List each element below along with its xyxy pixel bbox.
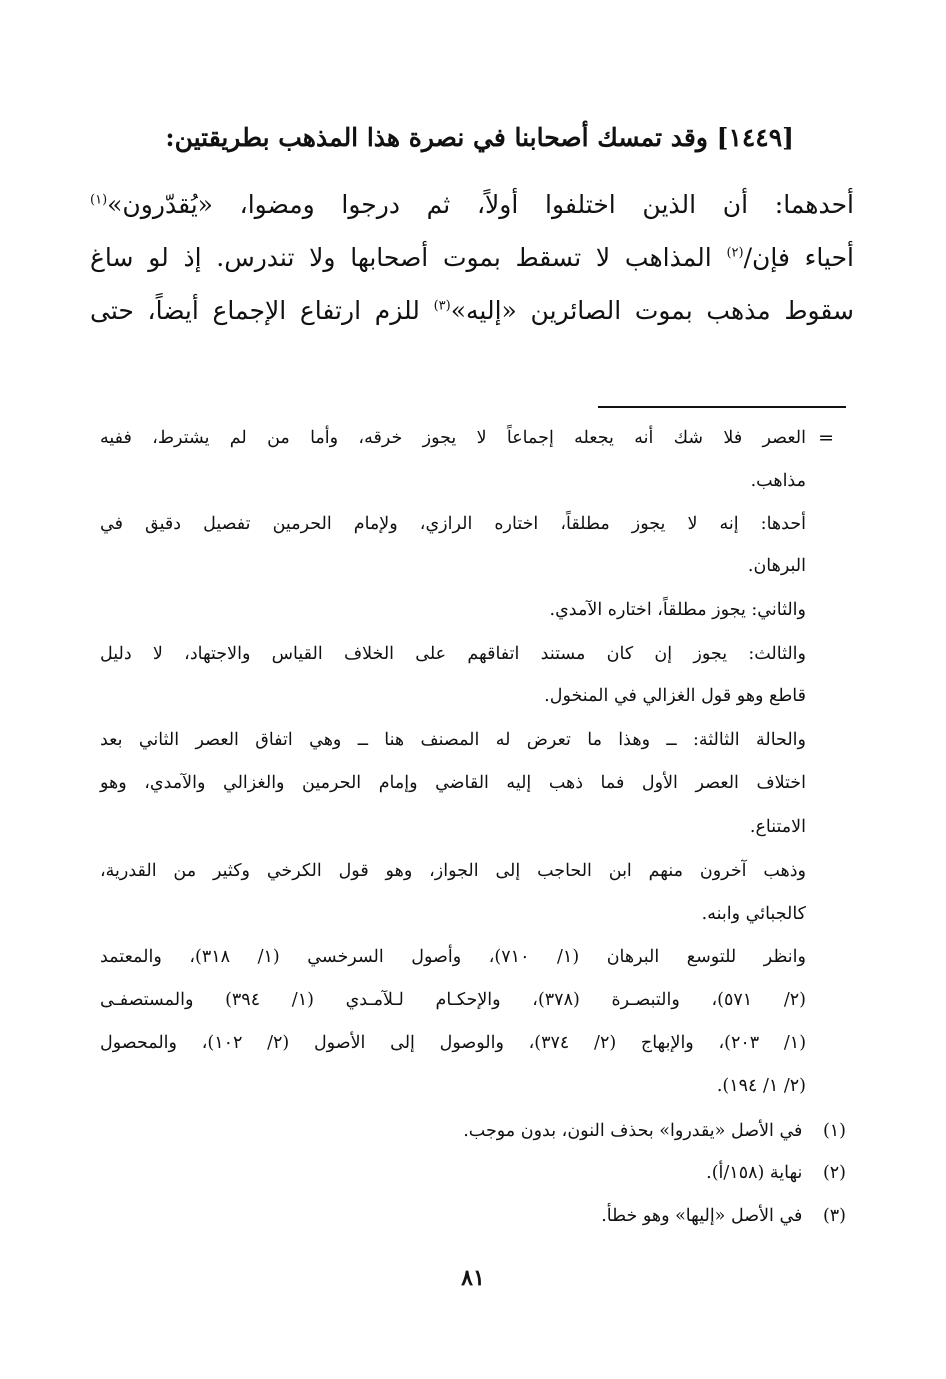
footnote-line: وانظر للتوسع البرهان (١/ ٧١٠)، وأصول السرخسي (١/ ٣١٨)، والمعتمد <box>100 947 806 967</box>
footnote-line: (١/ ٢٠٣)، والإبهاج (٢/ ٣٧٤)، والوصول إلى الأصول (٢/ ١٠٢)، والمحصول <box>100 1033 807 1053</box>
footnote-line: العصر فلا شك أنه يجعله إجماعاً لا يجوز خرقه، وأما من لم يشترط، ففيه <box>100 428 806 448</box>
footnote-separator <box>598 406 846 408</box>
footnote-line: (٢/ ١/ ١٩٤). <box>716 1076 806 1096</box>
footnote-line: والحالة الثالثة: ــ وهذا ما تعرض له المصنف هنا ــ وهي اتفاق العصر الثاني بعد <box>100 730 806 750</box>
footnote-mark-3: (٣) <box>433 298 451 314</box>
footnote-line: قاطع وهو قول الغزالي في المنخول. <box>544 686 806 706</box>
footnote-line: والثاني: يجوز مطلقاً، اختاره الآمدي. <box>549 600 806 620</box>
footnote-line: والثالث: يجوز إن كان مستند اتفاقهم على الخلاف القياس والاجتهاد، لا دليل <box>100 644 806 664</box>
footnote-line: الامتناع. <box>749 817 806 837</box>
numbered-footnote-1: (١) في الأصل «يقدروا» بحذف النون، بدون موجب. <box>463 1121 846 1141</box>
continuation-mark: = <box>818 427 834 449</box>
footnote-line: وذهب آخرون منهم ابن الحاجب إلى الجواز، وهو قول الكرخي وكثير من القدرية، <box>100 861 806 881</box>
footnote-line: كالجبائي وابنه. <box>701 904 806 924</box>
footnote-line: (٢/ ٥٧١)، والتبصـرة (٣٧٨)، والإحكـام لـلآمـدي (١/ ٣٩٤) والمستصفـى <box>100 990 806 1010</box>
main-text-line-3: سقوط مذهب بموت الصائرين «إليه»$^{(٣)}$ للزم ارتفاع الإجماع أيضاً، حتى <box>90 296 854 325</box>
main-text-line-1: أحدهما: أن الذين اختلفوا أولاً، ثم درجوا ومضوا، «يُقدّرون»$^{(١)}$ <box>90 190 854 219</box>
footnote-mark-1: (١) <box>90 192 108 208</box>
footnote-line: البرهان. <box>747 556 806 576</box>
footnote-line: اختلاف العصر الأول فما ذهب إليه القاضي وإمام الحرمين والغزالي والآمدي، وهو <box>100 773 806 793</box>
footnote-mark-2: (٢) <box>726 245 744 261</box>
paragraph-heading: [١٤٤٩] وقد تمسك أصحابنا في نصرة هذا المذهب بطريقتين: <box>165 123 794 152</box>
main-text-line-2: أحياء فإن/$^{(٢)}$ المذاهب لا تسقط بموت أصحابها ولا تندرس. إذ لو ساغ <box>90 243 854 272</box>
page-number: ٨١ <box>461 1265 485 1291</box>
footnote-line: مذاهب. <box>750 471 806 491</box>
numbered-footnote-2: (٢) نهاية (١٥٨/أ). <box>706 1163 846 1183</box>
footnote-line: أحدها: إنه لا يجوز مطلقاً، اختاره الرازي، ولإمام الحرمين تفصيل دقيق في <box>100 514 806 534</box>
numbered-footnote-3: (٣) في الأصل «إليها» وهو خطأ. <box>601 1206 846 1226</box>
